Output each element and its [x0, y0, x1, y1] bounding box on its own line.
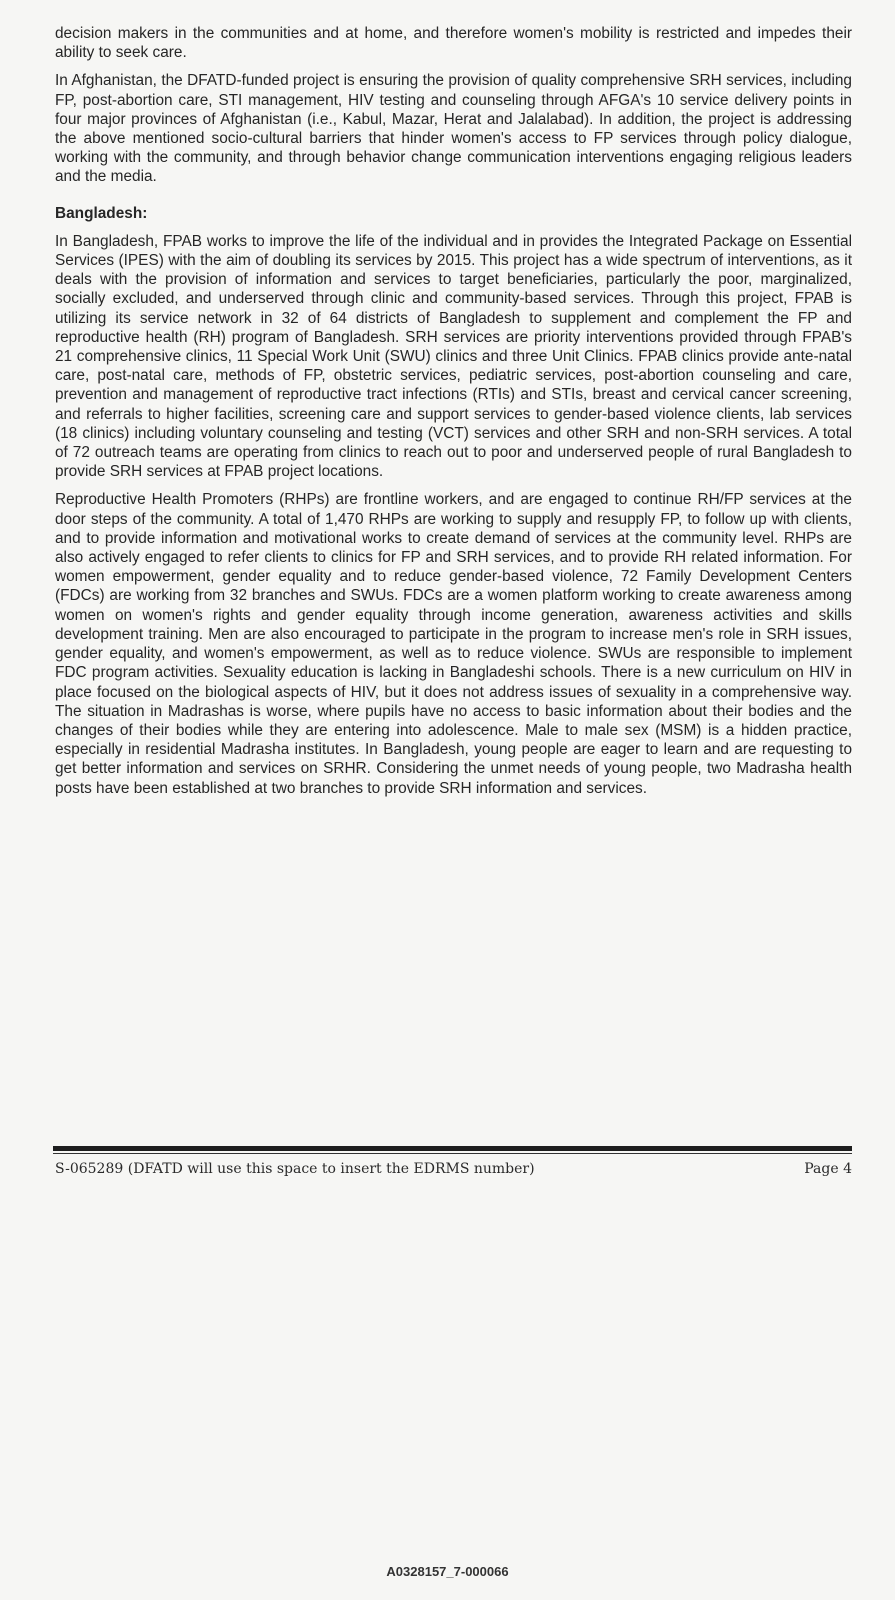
paragraph-mobility: decision makers in the communities and at home, and therefore women's mobility is restricted and impedes their ability to seek care. [55, 25, 852, 62]
footer-rule-thick [53, 1146, 852, 1151]
paragraph-afghanistan: In Afghanistan, the DFATD-funded project is ensuring the provision of quality comprehensive SRH services, including FP, post-abortion care, STI management, HIV testing and counseling through AFGA's 10 service delivery points in four major provinces of Afghanistan (i.e., Kabul, Mazar, Herat and Jalalabad). In addition, the project is addressing the above mentioned socio-cultural barriers that hinder women's access to FP services through policy dialogue, working with the community, and through behavior change communication interventions engaging religious leaders and the media. [55, 72, 852, 186]
paragraph-bangladesh-fpab: In Bangladesh, FPAB works to improve the life of the individual and in provides the Integrated Package on Essential Services (IPES) with the aim of doubling its services by 2015. This project has a wide spectrum of interventions, as it deals with the provision of information and services to target beneficiaries, particularly the poor, marginalized, socially excluded, and underserved through clinic and community-based services. Through this project, FPAB is utilizing its service network in 32 of 64 districts of Bangladesh to supplement and complement the FP and reproductive health (RH) program of Bangladesh. SRH services are priority interventions provided through FPAB's 21 comprehensive clinics, 11 Special Work Unit (SWU) clinics and three Unit Clinics. FPAB clinics provide ante-natal care, post-natal care, methods of FP, obstetric services, pediatric services, post-abortion counseling and care, prevention and management of reproductive tract infections (RTIs) and STIs, breast and cervical cancer screening, and referrals to higher facilities, screening care and support services to gender-based violence clients, lab services (18 clinics) including voluntary counseling and testing (VCT) services and other SRH and non-SRH services. A total of 72 outreach teams are operating from clinics to reach out to poor and underserved people of rural Bangladesh to provide SRH services at FPAB project locations. [55, 232, 852, 481]
footer-rule-thin [53, 1153, 852, 1154]
section-heading-bangladesh: Bangladesh: [55, 204, 148, 222]
footer-page-number: Page 4 [804, 1161, 852, 1177]
document-body [55, 24, 852, 807]
bates-number: A0328157_7-000066 [386, 1564, 509, 1579]
footer-edrms-text: S-065289 (DFATD will use this space to insert the EDRMS number) [55, 1161, 535, 1177]
paragraph-rhp: Reproductive Health Promoters (RHPs) are frontline workers, and are engaged to continue RH/FP services at the door steps of the community. A total of 1,470 RHPs are working to supply and resupply FP, to follow up with clients, and to provide information and motivational works to create demand of services at the community level. RHPs are also actively engaged to refer clients to clinics for FP and SRH services, and to provide RH related information. For women empowerment, gender equality and to reduce gender-based violence, 72 Family Development Centers (FDCs) are working from 32 branches and SWUs. FDCs are a women platform working to create awareness among women on women's rights and gender equality through income generation, awareness activities and skills development training. Men are also encouraged to participate in the program to increase men's role in SRH issues, gender equality, and women's empowerment, as well as to reduce violence. SWUs are responsible to implement FDC program activities. Sexuality education is lacking in Bangladeshi schools. There is a new curriculum on HIV in place focused on the biological aspects of HIV, but it does not address issues of sexuality in a comprehensive way. The situation in Madrashas is worse, where pupils have no access to basic information about their bodies and the changes of their bodies while they are entering into adolescence. Male to male sex (MSM) is a hidden practice, especially in residential Madrasha institutes. In Bangladesh, young people are eager to learn and are requesting to get better information and services on SRHR. Considering the unmet needs of young people, two Madrasha health posts have been established at two branches to provide SRH information and services. [55, 491, 852, 797]
